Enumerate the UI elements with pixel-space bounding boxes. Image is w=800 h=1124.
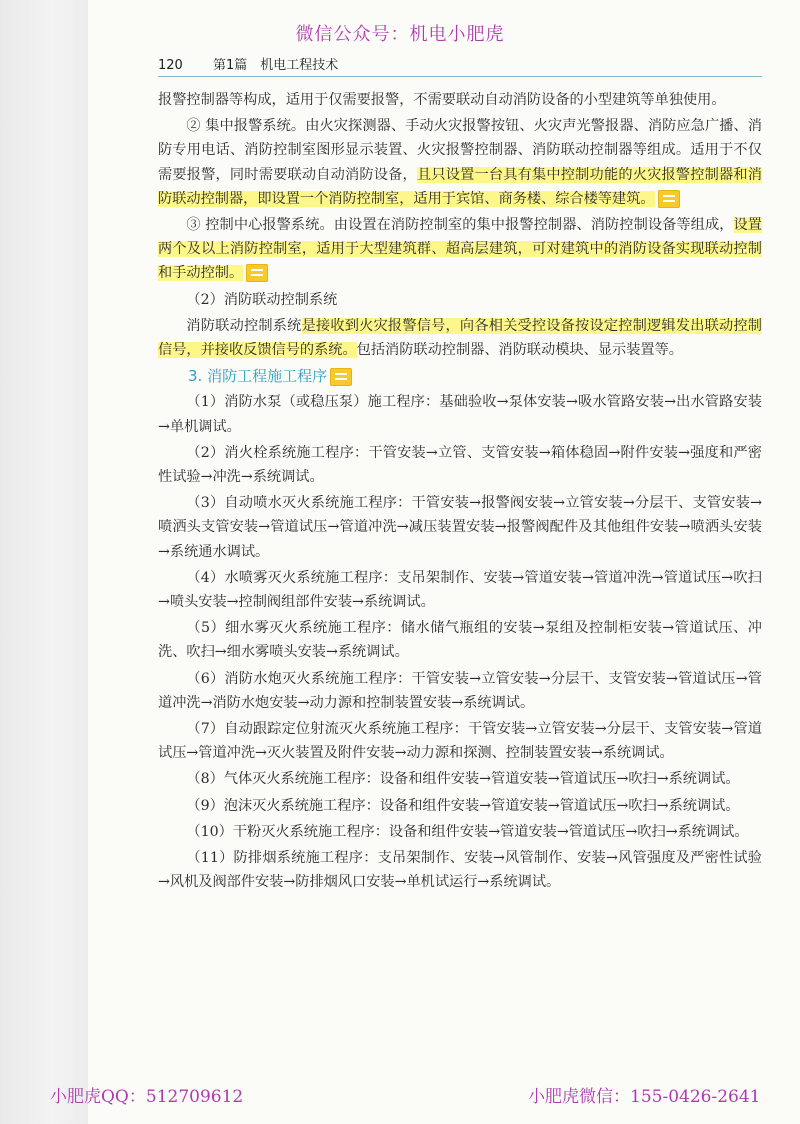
comment-note-icon[interactable] [658, 190, 680, 208]
highlighted-text[interactable]: 设置两个及以上消防控制室，适用于大型建筑群、超高层建筑，可对建筑中的消防设备实现联动控制和手动控制。 [158, 217, 762, 282]
footer-qq: 小肥虎QQ：512709612 [50, 1087, 244, 1107]
paragraph-text: 消防联动控制系统 [186, 317, 302, 334]
highlighted-text[interactable]: 且只设置一台具有集中控制功能的火灾报警控制器和消防联动控制器，即设置一个消防控制室，适用于宾馆、商务楼、综合楼等建筑。 [158, 166, 762, 207]
paragraph-text: ② 集中报警系统。由火灾探测器、手动火灾报警按钮、火灾声光警报器、消防应急广播、消防专用电话、消防控制室图形显示装置、火灾报警控制器、消防联动控制器等组成。适用于不仅需要报警，同时需要联动自动消防设备， [158, 118, 762, 183]
section-title [158, 364, 762, 388]
chapter-title: 第1篇 机电工程技术 [212, 58, 339, 73]
paragraph-text: 报警控制器等构成，适用于仅需要报警，不需要联动自动消防设备的小型建筑等单独使用。 [158, 92, 726, 108]
procedure-item: （8）气体灭火系统施工程序：设备和组件安装→管道安装→管道试压→吹扫→系统调试。 [186, 771, 740, 788]
procedure-item: （7）自动跟踪定位射流灭火系统施工程序：干管安装→立管安装→分层干、支管安装→管道试压→管道冲洗→灭火装置及附件安装→动力源和探测、控制装置安装→系统调试。 [158, 721, 762, 762]
paragraph-text: ③ 控制中心报警系统。由设置在消防控制室的集中报警控制器、消防控制设备等组成， [186, 217, 734, 234]
paragraph-control-center-alarm [158, 213, 762, 286]
watermark-top: 微信公众号：机电小肥虎 [295, 24, 505, 45]
procedure-item: （10）干粉灭火系统施工程序：设备和组件安装→管道安装→管道试压→吹扫→系统调试。 [186, 823, 749, 840]
procedure-item: （1）消防水泵（或稳压泵）施工程序：基础验收→泵体安装→吸水管路安装→出水管路安装→单机调试。 [158, 394, 762, 435]
section-title-text: 3. 消防工程施工程序 [188, 367, 328, 386]
paragraph-linkage-system [158, 314, 762, 362]
page-content [158, 88, 762, 897]
procedure-item: （6）消防水炮灭火系统施工程序：干管安装→立管安装→分层干、支管安装→管道试压→管道冲洗→消防水炮安装→动力源和控制装置安装→系统调试。 [158, 670, 762, 711]
comment-note-icon[interactable] [330, 368, 352, 386]
paragraph-centralized-alarm [158, 114, 762, 211]
procedure-item: （3）自动喷水灭火系统施工程序：干管安装→报警阀安装→立管安装→分层干、支管安装→喷洒头支管安装→管道试压→管道冲洗→减压装置安装→报警阀配件及其他组件安装→喷洒头安装→系统通水调试。 [158, 495, 762, 560]
procedure-item: （11）防排烟系统施工程序：支吊架制作、安装→风管制作、安装→风管强度及严密性试验→风机及阀部件安装→防排烟风口安装→单机试运行→系统调试。 [158, 850, 762, 891]
procedure-item: （4）水喷雾灭火系统施工程序：支吊架制作、安装→管道安装→管道冲洗→管道试压→吹扫→喷头安装→控制阀组部件安装→系统调试。 [158, 569, 762, 611]
highlighted-text[interactable]: 是接收到火灾报警信号，向各相关受控设备按设定控制逻辑发出联动控制信号，并接收反馈信号的系统。 [158, 317, 762, 359]
binding-gutter [0, 0, 88, 1124]
paragraph [158, 88, 762, 112]
paragraph-text: 包括消防联动控制器、消防联动模块、显示装置等。 [356, 342, 683, 359]
header-rule [158, 76, 762, 77]
subheading-linkage [158, 288, 762, 312]
comment-note-icon[interactable] [246, 264, 268, 282]
page-number: 120 [158, 58, 183, 73]
page-header [158, 54, 762, 73]
procedure-item: （9）泡沫灭火系统施工程序：设备和组件安装→管道安装→管道试压→吹扫→系统调试。 [186, 797, 740, 814]
procedure-item: （5）细水雾灭火系统施工程序：储水储气瓶组的安装→泵组及控制柜安装→管道试压、冲洗、吹扫→细水雾喷头安装→系统调试。 [158, 620, 762, 661]
procedure-item: （2）消火栓系统施工程序：干管安装→立管、支管安装→箱体稳固→附件安装→强度和严密性试验→冲洗→系统调试。 [158, 444, 762, 486]
footer-wechat: 小肥虎微信：155-0426-2641 [528, 1087, 761, 1107]
subheading-text: （2）消防联动控制系统 [186, 291, 338, 308]
